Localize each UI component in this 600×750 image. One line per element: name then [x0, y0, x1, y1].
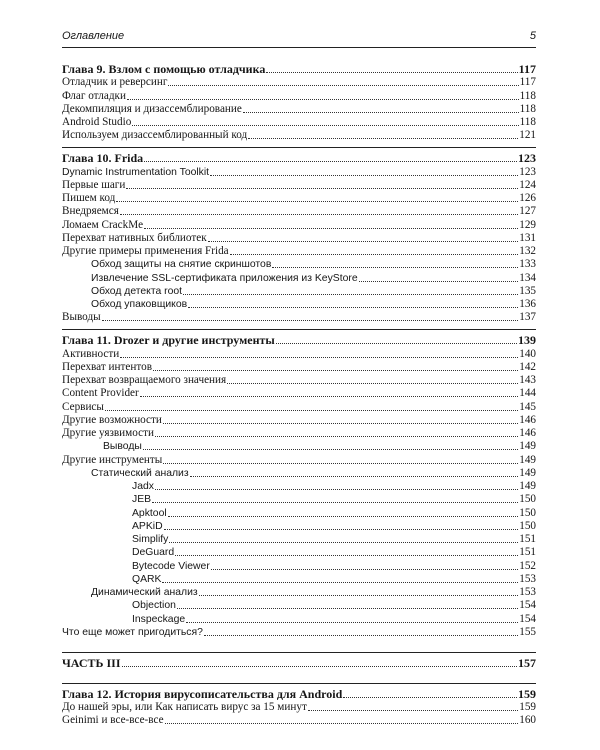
entry-title: Отладчик и реверсинг [62, 76, 168, 89]
toc-entry[interactable] [62, 311, 536, 324]
toc-subentry[interactable] [62, 285, 536, 298]
toc-entry[interactable] [62, 192, 536, 205]
leader-dots [120, 357, 518, 358]
toc-entry[interactable] [62, 701, 536, 714]
leader-dots [163, 423, 518, 424]
entry-title: Первые шаги [62, 178, 126, 191]
entry-title: Статический анализ [91, 467, 189, 479]
leader-dots [165, 723, 519, 724]
leader-dots [343, 697, 517, 698]
toc-entry[interactable] [62, 76, 536, 89]
leader-dots [308, 710, 518, 711]
entry-title: Перехват интентов [62, 360, 152, 373]
leader-dots [168, 85, 518, 86]
entry-page: 143 [519, 374, 536, 386]
entry-title: Сервисы [62, 400, 104, 413]
toc-subentry[interactable] [62, 440, 536, 453]
entry-title: Другие инструменты [62, 453, 163, 466]
toc-subentry[interactable] [62, 546, 536, 559]
toc-subentry[interactable] [62, 480, 536, 493]
entry-page: 146 [519, 427, 536, 439]
leader-dots [144, 161, 517, 162]
entry-title: Simplify [132, 534, 169, 545]
entry-title: DeGuard [132, 547, 175, 559]
entry-title: Другие примеры применения Frida [62, 245, 229, 257]
entry-page: 135 [519, 284, 536, 297]
entry-title: QARK [132, 573, 162, 585]
entry-title: JEB [132, 494, 152, 506]
toc-subentry[interactable] [62, 271, 536, 284]
toc-subentry[interactable] [62, 533, 536, 546]
entry-title: APKiD [132, 520, 163, 532]
toc-subentry[interactable] [62, 506, 536, 519]
entry-page: 126 [519, 192, 536, 204]
entry-page: 124 [519, 178, 536, 191]
entry-page: 154 [519, 612, 536, 625]
leader-dots [272, 267, 518, 268]
leader-dots [190, 476, 519, 477]
toc-entry[interactable] [62, 453, 536, 466]
leader-dots [230, 254, 519, 255]
toc-subentry[interactable] [62, 298, 536, 311]
leader-dots [144, 228, 518, 229]
entry-page: 144 [519, 387, 536, 400]
table-of-contents [62, 60, 536, 727]
entry-title: Используем дизассемблированный код [62, 129, 248, 142]
entry-page: 149 [519, 440, 536, 453]
toc-entry[interactable] [62, 347, 536, 360]
toc-subentry[interactable] [62, 612, 536, 625]
leader-dots [199, 595, 519, 596]
chapter-title: Глава 10. Frida [62, 151, 144, 166]
entry-title: Другие уязвимости [62, 427, 154, 439]
entry-page: 149 [519, 480, 536, 492]
toc-subentry[interactable] [62, 467, 536, 480]
leader-dots [227, 383, 518, 384]
entry-title: Декомпиляция и дизассемблирование [62, 102, 242, 115]
leader-dots [204, 635, 518, 636]
toc-subentry[interactable] [62, 493, 536, 506]
entry-title: Перехват нативных библиотек [62, 231, 207, 244]
entry-page: 129 [519, 218, 536, 231]
running-header [62, 29, 536, 48]
chapter-page: 139 [518, 333, 536, 348]
toc-entry[interactable] [62, 218, 536, 231]
toc-entry[interactable] [62, 387, 536, 400]
chapter-divider [62, 329, 536, 330]
entry-page: 127 [519, 205, 536, 218]
chapter-heading[interactable] [62, 151, 536, 165]
chapter-page: 159 [518, 686, 536, 701]
entry-title: Android Studio [62, 116, 132, 128]
toc-entry[interactable] [62, 361, 536, 374]
leader-dots [140, 396, 518, 397]
entry-title: Флаг отладки [62, 89, 126, 102]
entry-page: 154 [519, 599, 536, 612]
leader-dots [120, 214, 518, 215]
toc-entry[interactable] [62, 232, 536, 245]
entry-page: 118 [519, 116, 536, 128]
entry-page: 149 [519, 453, 536, 466]
leader-dots [155, 489, 518, 490]
chapter-page: 123 [518, 151, 536, 166]
toc-entry[interactable] [62, 427, 536, 440]
entry-title: Content Provider [62, 387, 139, 400]
leader-dots [153, 370, 518, 371]
toc-entry[interactable] [62, 103, 536, 116]
entry-title: Перехват возвращаемого значения [62, 374, 227, 386]
entry-page: 134 [519, 271, 536, 284]
entry-title: Динамический анализ [91, 587, 198, 598]
toc-subentry[interactable] [62, 586, 536, 599]
toc-entry[interactable] [62, 714, 536, 727]
leader-dots [152, 502, 518, 503]
entry-title: Что еще может пригодиться? [62, 626, 203, 638]
toc-entry[interactable] [62, 414, 536, 427]
toc-subentry[interactable] [62, 559, 536, 572]
leader-dots [177, 608, 518, 609]
leader-dots [359, 281, 519, 282]
chapter-heading[interactable] [62, 333, 536, 347]
chapter-divider [62, 652, 536, 653]
entry-title: Другие возможности [62, 413, 162, 426]
chapter-page: 117 [518, 62, 536, 76]
leader-dots [183, 294, 518, 295]
entry-title: Inspeckage [132, 613, 186, 625]
entry-page: 150 [519, 519, 536, 532]
entry-page: 150 [519, 493, 536, 506]
entry-page: 137 [519, 311, 536, 324]
entry-page: 150 [519, 506, 536, 519]
entry-page: 140 [519, 347, 536, 360]
entry-title: Выводы [62, 311, 101, 324]
entry-page: 145 [519, 400, 536, 413]
entry-title: Обход упаковщиков [91, 299, 188, 310]
leader-dots [163, 463, 518, 464]
entry-title: Обход защиты на снятие скриншотов [91, 259, 272, 271]
entry-page: 159 [519, 701, 536, 713]
entry-page: 153 [519, 572, 536, 585]
leader-dots [276, 343, 517, 344]
toc-entry[interactable] [62, 245, 536, 258]
leader-dots [211, 569, 518, 570]
toc-entry[interactable] [62, 116, 536, 129]
leader-dots [186, 622, 518, 623]
toc-subentry[interactable] [62, 258, 536, 271]
entry-title: Выводы [103, 441, 142, 453]
toc-subentry[interactable] [62, 573, 536, 586]
entry-page: 132 [519, 245, 536, 257]
entry-page: 160 [519, 714, 536, 727]
entry-page: 131 [519, 231, 536, 244]
entry-page: 149 [519, 466, 536, 479]
entry-title: Apktool [132, 507, 167, 519]
toc-entry[interactable] [62, 626, 536, 639]
entry-page: 133 [519, 258, 536, 271]
leader-dots [164, 529, 519, 530]
entry-title: Обход детекта root [91, 285, 183, 297]
entry-page: 151 [519, 546, 536, 559]
leader-dots [248, 138, 518, 139]
entry-page: 123 [519, 165, 536, 178]
entry-page: 146 [519, 413, 536, 426]
page-number: 5 [529, 30, 536, 42]
chapter-heading[interactable] [62, 62, 536, 76]
leader-dots [122, 666, 518, 667]
leader-dots [243, 112, 519, 113]
entry-title: Внедряемся [62, 205, 119, 218]
leader-dots [155, 436, 518, 437]
part-heading[interactable] [62, 656, 536, 670]
entry-page: 136 [519, 298, 536, 310]
leader-dots [102, 320, 519, 321]
leader-dots [168, 516, 519, 517]
leader-dots [162, 582, 518, 583]
leader-dots [266, 72, 517, 73]
toc-entry[interactable] [62, 165, 536, 178]
entry-page: 121 [519, 129, 536, 142]
entry-title: До нашей эры, или Как написать вирус за 15 минут [62, 701, 307, 713]
chapter-title: Глава 12. История вирусописательства для Android [62, 686, 343, 701]
chapter-title: Глава 11. Drozer и другие инструменты [62, 333, 275, 348]
entry-title: Активности [62, 347, 120, 360]
leader-dots [116, 201, 518, 202]
toc-entry[interactable] [62, 179, 536, 192]
toc-entry[interactable] [62, 129, 536, 142]
entry-page: 153 [519, 586, 536, 598]
leader-dots [188, 307, 518, 308]
leader-dots [132, 125, 518, 126]
chapter-divider [62, 147, 536, 148]
entry-title: Jadx [132, 481, 154, 492]
leader-dots [105, 410, 518, 411]
entry-title: Пишем код [62, 192, 116, 204]
entry-title: Ломаем CrackMe [62, 218, 144, 231]
leader-dots [208, 241, 519, 242]
running-header-title: Оглавление [62, 30, 125, 42]
entry-title: Bytecode Viewer [132, 560, 210, 572]
chapter-divider [62, 683, 536, 684]
entry-page: 142 [519, 360, 536, 373]
part-page: 157 [518, 655, 536, 670]
toc-entry[interactable] [62, 89, 536, 102]
entry-title: Извлечение SSL-сертификата приложения из KeyStore [91, 272, 358, 284]
entry-page: 151 [519, 533, 536, 545]
entry-title: Objection [132, 600, 176, 612]
toc-subentry[interactable] [62, 599, 536, 612]
chapter-title: Глава 9. Взлом с помощью отладчика [62, 62, 266, 76]
toc-subentry[interactable] [62, 520, 536, 533]
entry-page: 118 [519, 102, 536, 115]
leader-dots [127, 99, 519, 100]
entry-page: 117 [519, 76, 536, 89]
leader-dots [126, 188, 518, 189]
entry-page: 155 [519, 625, 536, 638]
leader-dots [143, 449, 518, 450]
entry-title: Dynamic Instrumentation Toolkit [62, 166, 210, 178]
entry-page: 118 [519, 89, 536, 102]
leader-dots [210, 175, 518, 176]
entry-title: Geinimi и все-все-все [62, 714, 164, 727]
toc-entry[interactable] [62, 205, 536, 218]
toc-entry[interactable] [62, 400, 536, 413]
toc-entry[interactable] [62, 374, 536, 387]
chapter-heading[interactable] [62, 687, 536, 701]
entry-page: 152 [519, 559, 536, 572]
leader-dots [169, 542, 518, 543]
leader-dots [175, 555, 518, 556]
part-title: ЧАСТЬ III [62, 655, 121, 670]
